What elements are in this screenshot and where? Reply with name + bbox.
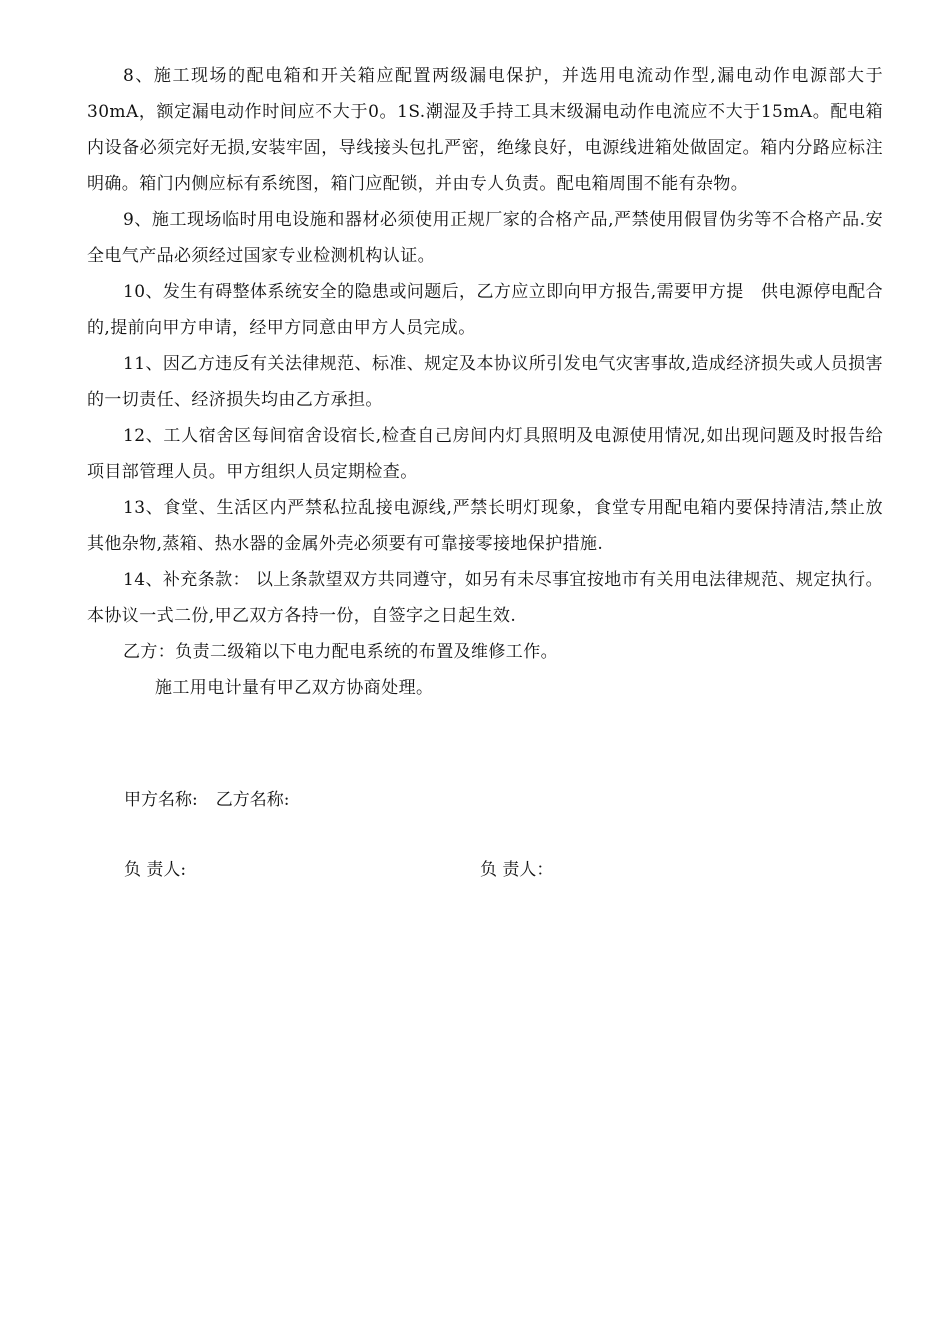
clause-11: 11、因乙方违反有关法律规范、标准、规定及本协议所引发电气灾害事故,造成经济损失或人员损害的一切责任、经济损失均由乙方承担。	[87, 354, 883, 410]
document-body	[87, 58, 883, 706]
clause-14: 14、补充条款： 以上条款望双方共同遵守，如另有未尽事宜按地市有关用电法律规范、规定执行。本协议一式二份,甲乙双方各持一份，自签字之日起生效.	[87, 570, 883, 626]
party-b-name-label: 乙方名称:	[215, 790, 290, 810]
party-a-responsible-label: 负 责人:	[124, 860, 187, 880]
clause-9: 9、施工现场临时用电设施和器材必须使用正规厂家的合格产品,严禁使用假冒伪劣等不合格产品.安全电气产品必须经过国家专业检测机构认证。	[87, 210, 883, 266]
party-a-name-label: 甲方名称:	[124, 790, 198, 810]
clause-13: 13、食堂、生活区内严禁私拉乱接电源线,严禁长明灯现象，食堂专用配电箱内要保持清洁,禁止放其他杂物,蒸箱、热水器的金属外壳必须要有可靠接零接地保护措施.	[87, 498, 883, 554]
clause-8: 8、施工现场的配电箱和开关箱应配置两级漏电保护，并选用电流动作型,漏电动作电源部大于30mA，额定漏电动作时间应不大于0。1S.潮湿及手持工具末级漏电动作电流应不大于15mA。配电箱内设备必须完好无损,安装牢固，导线接头包扎严密，绝缘良好，电源线进箱处做固定。箱内分路应标注明确。箱门内侧应标有系统图，箱门应配锁，并由专人负责。配电箱周围不能有杂物。	[87, 66, 883, 194]
party-b-responsible-label: 负 责人：	[480, 860, 554, 880]
clause-12: 12、工人宿舍区每间宿舍设宿长,检查自己房间内灯具照明及电源使用情况,如出现问题及时报告给项目部管理人员。甲方组织人员定期检查。	[87, 426, 883, 482]
party-b-responsibility: 乙方：负责二级箱以下电力配电系统的布置及维修工作。	[123, 642, 558, 662]
clause-10: 10、发生有碍整体系统安全的隐患或问题后，乙方应立即向甲方报告,需要甲方提 供电源停电配合的,提前向甲方申请，经甲方同意由甲方人员完成。	[87, 282, 883, 338]
party-names-line	[124, 782, 884, 818]
metering-note: 施工用电计量有甲乙双方协商处理。	[155, 678, 434, 698]
